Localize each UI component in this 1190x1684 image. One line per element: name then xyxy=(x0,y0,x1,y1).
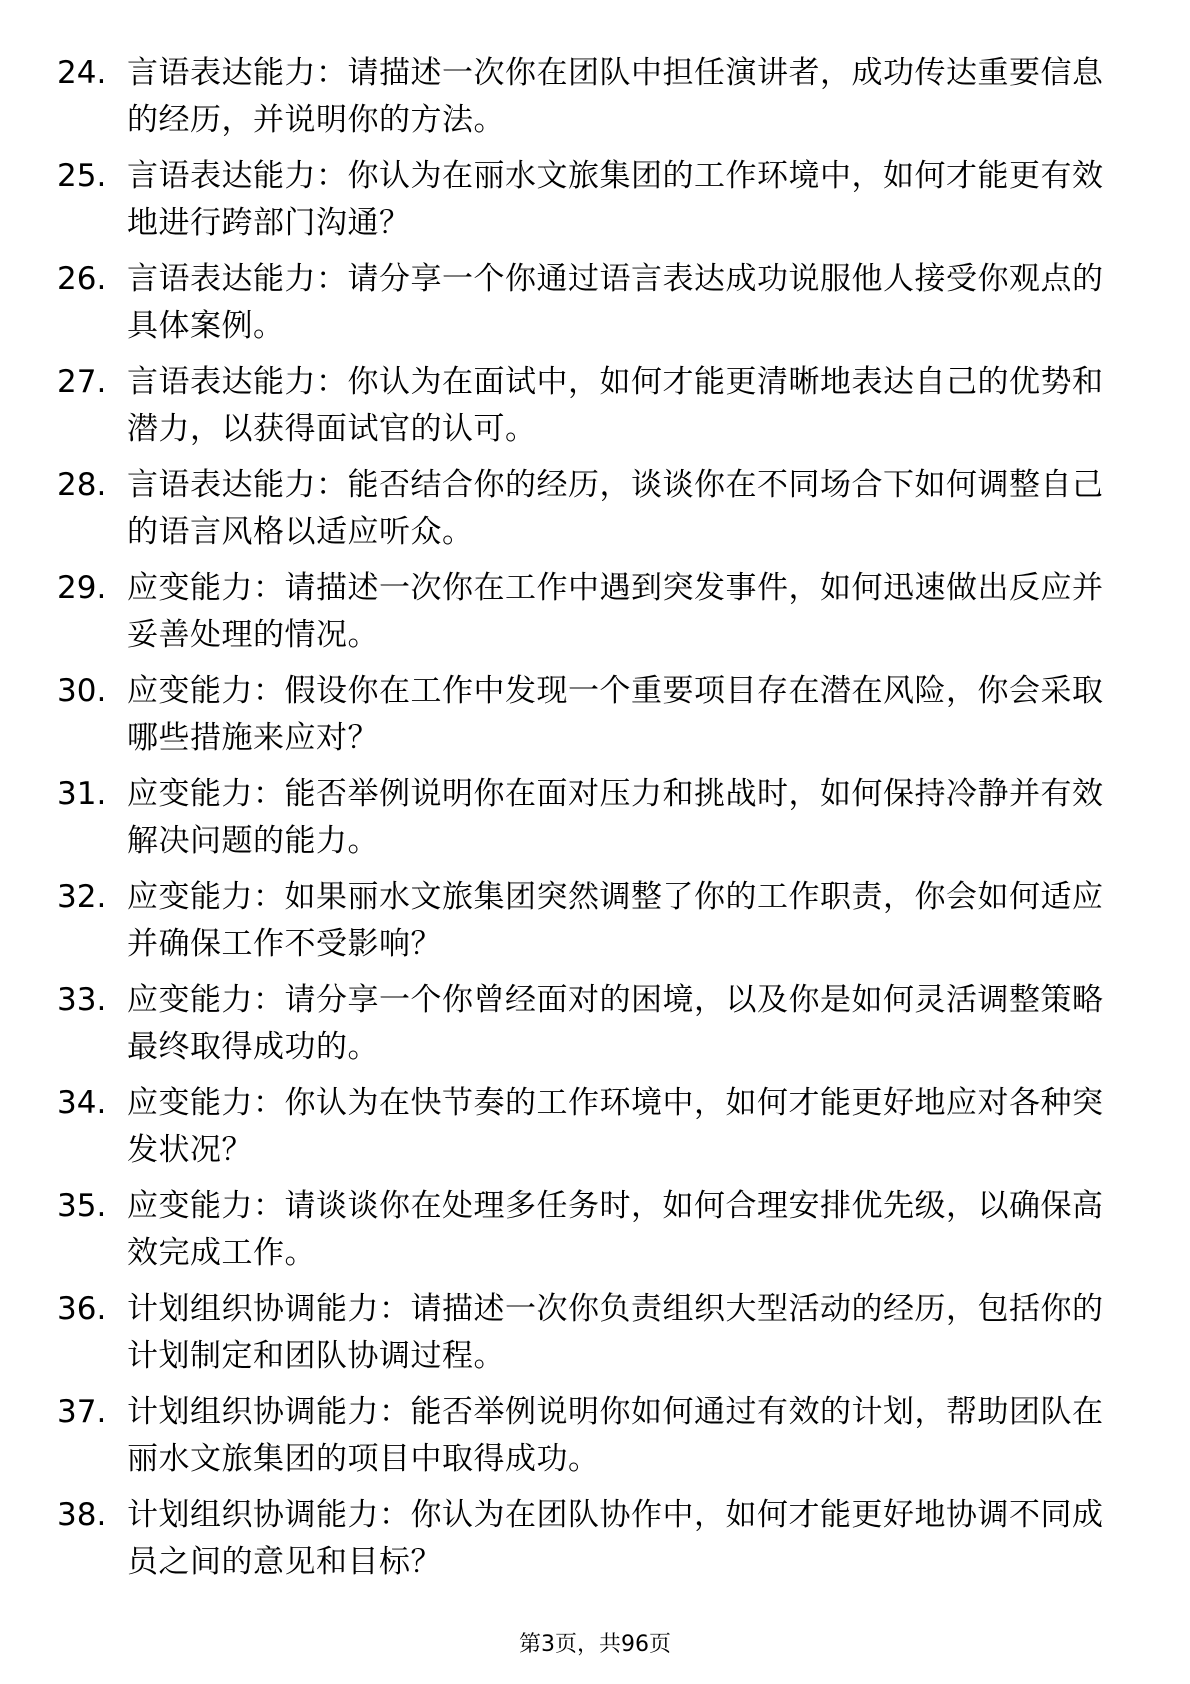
question-text: 应变能力：如果丽水文旅集团突然调整了你的工作职责，你会如何适应并确保工作不受影响？ xyxy=(127,879,1104,962)
question-text: 应变能力：能否举例说明你在面对压力和挑战时，如何保持冷静并有效解决问题的能力。 xyxy=(127,776,1104,859)
question-text: 应变能力：请谈谈你在处理多任务时，如何合理安排优先级，以确保高效完成工作。 xyxy=(127,1188,1104,1271)
question-number: 29. xyxy=(57,570,107,606)
question-item-33 xyxy=(57,977,1137,1080)
question-text: 言语表达能力：请描述一次你在团队中担任演讲者，成功传达重要信息的经历，并说明你的方法。 xyxy=(127,55,1104,138)
page-number-footer: 第3页，共96页 xyxy=(519,1632,671,1657)
question-item-24 xyxy=(57,50,1137,153)
question-item-26 xyxy=(57,256,1137,359)
question-text: 应变能力：你认为在快节奏的工作环境中，如何才能更好地应对各种突发状况？ xyxy=(127,1085,1104,1168)
question-item-28 xyxy=(57,462,1137,565)
question-text: 应变能力：请分享一个你曾经面对的困境，以及你是如何灵活调整策略最终取得成功的。 xyxy=(127,982,1104,1065)
question-text: 计划组织协调能力：你认为在团队协作中，如何才能更好地协调不同成员之间的意见和目标？ xyxy=(127,1497,1104,1580)
question-item-36 xyxy=(57,1286,1137,1389)
question-item-38 xyxy=(57,1492,1137,1595)
question-text: 计划组织协调能力：请描述一次你负责组织大型活动的经历，包括你的计划制定和团队协调过程。 xyxy=(127,1291,1104,1374)
question-text: 计划组织协调能力：能否举例说明你如何通过有效的计划，帮助团队在丽水文旅集团的项目中取得成功。 xyxy=(127,1394,1104,1477)
question-text: 言语表达能力：能否结合你的经历，谈谈你在不同场合下如何调整自己的语言风格以适应听众。 xyxy=(127,467,1104,550)
question-list xyxy=(57,50,1137,1595)
question-text: 应变能力：假设你在工作中发现一个重要项目存在潜在风险，你会采取哪些措施来应对？ xyxy=(127,673,1104,756)
question-item-35 xyxy=(57,1183,1137,1286)
question-number: 38. xyxy=(57,1497,107,1533)
question-number: 34. xyxy=(57,1085,107,1121)
question-number: 31. xyxy=(57,776,107,812)
question-text: 言语表达能力：你认为在丽水文旅集团的工作环境中，如何才能更有效地进行跨部门沟通？ xyxy=(127,158,1104,241)
question-number: 30. xyxy=(57,673,107,709)
question-item-31 xyxy=(57,771,1137,874)
question-item-34 xyxy=(57,1080,1137,1183)
question-item-37 xyxy=(57,1389,1137,1492)
question-number: 33. xyxy=(57,982,107,1018)
question-item-25 xyxy=(57,153,1137,256)
question-number: 24. xyxy=(57,55,107,91)
question-item-29 xyxy=(57,565,1137,668)
question-item-30 xyxy=(57,668,1137,771)
question-number: 25. xyxy=(57,158,107,194)
question-item-32 xyxy=(57,874,1137,977)
question-number: 27. xyxy=(57,364,107,400)
question-text: 言语表达能力：请分享一个你通过语言表达成功说服他人接受你观点的具体案例。 xyxy=(127,261,1104,344)
question-number: 32. xyxy=(57,879,107,915)
question-number: 36. xyxy=(57,1291,107,1327)
question-number: 37. xyxy=(57,1394,107,1430)
question-number: 26. xyxy=(57,261,107,297)
question-number: 35. xyxy=(57,1188,107,1224)
question-number: 28. xyxy=(57,467,107,503)
question-item-27 xyxy=(57,359,1137,462)
question-text: 应变能力：请描述一次你在工作中遇到突发事件，如何迅速做出反应并妥善处理的情况。 xyxy=(127,570,1104,653)
question-text: 言语表达能力：你认为在面试中，如何才能更清晰地表达自己的优势和潜力，以获得面试官的认可。 xyxy=(127,364,1104,447)
